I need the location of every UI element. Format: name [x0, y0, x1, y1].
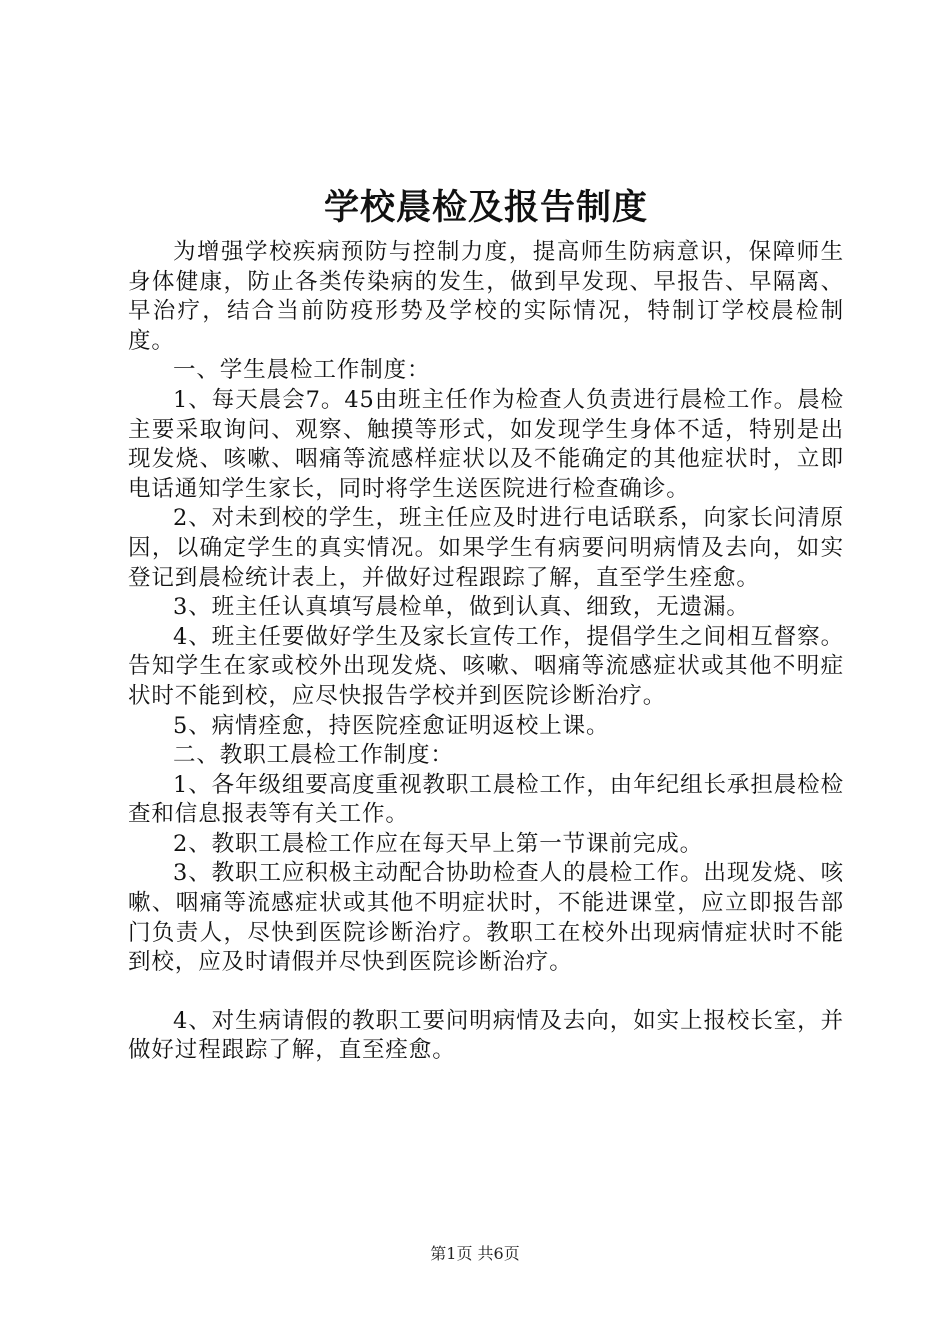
student-rule-2: 2、对未到校的学生，班主任应及时进行电话联系，向家长问清原因，以确定学生的真实情况。如果学生有病要问明病情及去向，如实登记到晨检统计表上，并做好过程跟踪了解，直至学生痊愈。 [128, 505, 844, 591]
student-rule-3: 3、班主任认真填写晨检单，做到认真、细致，无遗漏。 [173, 594, 750, 621]
intro-paragraph: 为增强学校疾病预防与控制力度，提高师生防病意识，保障师生身体健康，防止各类传染病的发生，做到早发现、早报告、早隔离、早治疗，结合当前防疫形势及学校的实际情况，特制订学校晨检制度。 [128, 239, 844, 354]
section-heading-staff: 二、教职工晨检工作制度： [173, 742, 454, 769]
staff-rule-4: 4、对生病请假的教职工要问明病情及去向，如实上报校长室，并做好过程跟踪了解，直至痊愈。 [128, 1007, 844, 1064]
student-rule-5: 5、病情痊愈，持医院痊愈证明返校上课。 [173, 712, 610, 739]
staff-rule-2: 2、教职工晨检工作应在每天早上第一节课前完成。 [173, 830, 704, 857]
student-rule-4: 4、班主任要做好学生及家长宣传工作，提倡学生之间相互督察。告知学生在家或校外出现发烧、咳嗽、咽痛等流感症状或其他不明症状时不能到校，应尽快报告学校并到医院诊断治疗。 [128, 623, 844, 709]
page-footer: 第1页 共6页 [430, 1244, 520, 1263]
student-rule-1: 1、每天晨会7。45由班主任作为检查人负责进行晨检工作。晨检主要采取询问、观察、触摸等形式，如发现学生身体不适，特别是出现发烧、咳嗽、咽痛等流感样症状以及不能确定的其他症状时，立即电话通知学生家长，同时将学生送医院进行检查确诊。 [128, 386, 844, 502]
section-heading-students: 一、学生晨检工作制度： [173, 357, 431, 384]
document-title: 学校晨检及报告制度 [323, 187, 648, 228]
staff-rule-1: 1、各年级组要高度重视教职工晨检工作，由年纪组长承担晨检检查和信息报表等有关工作。 [128, 771, 844, 828]
document-page [128, 180, 844, 1066]
staff-rule-3: 3、教职工应积极主动配合协助检查人的晨检工作。出现发烧、咳嗽、咽痛等流感症状或其他不明症状时，不能进课堂，应立即报告部门负责人，尽快到医院诊断治疗。教职工在校外出现病情症状时不能到校，应及时请假并尽快到医院诊断治疗。 [128, 860, 844, 976]
